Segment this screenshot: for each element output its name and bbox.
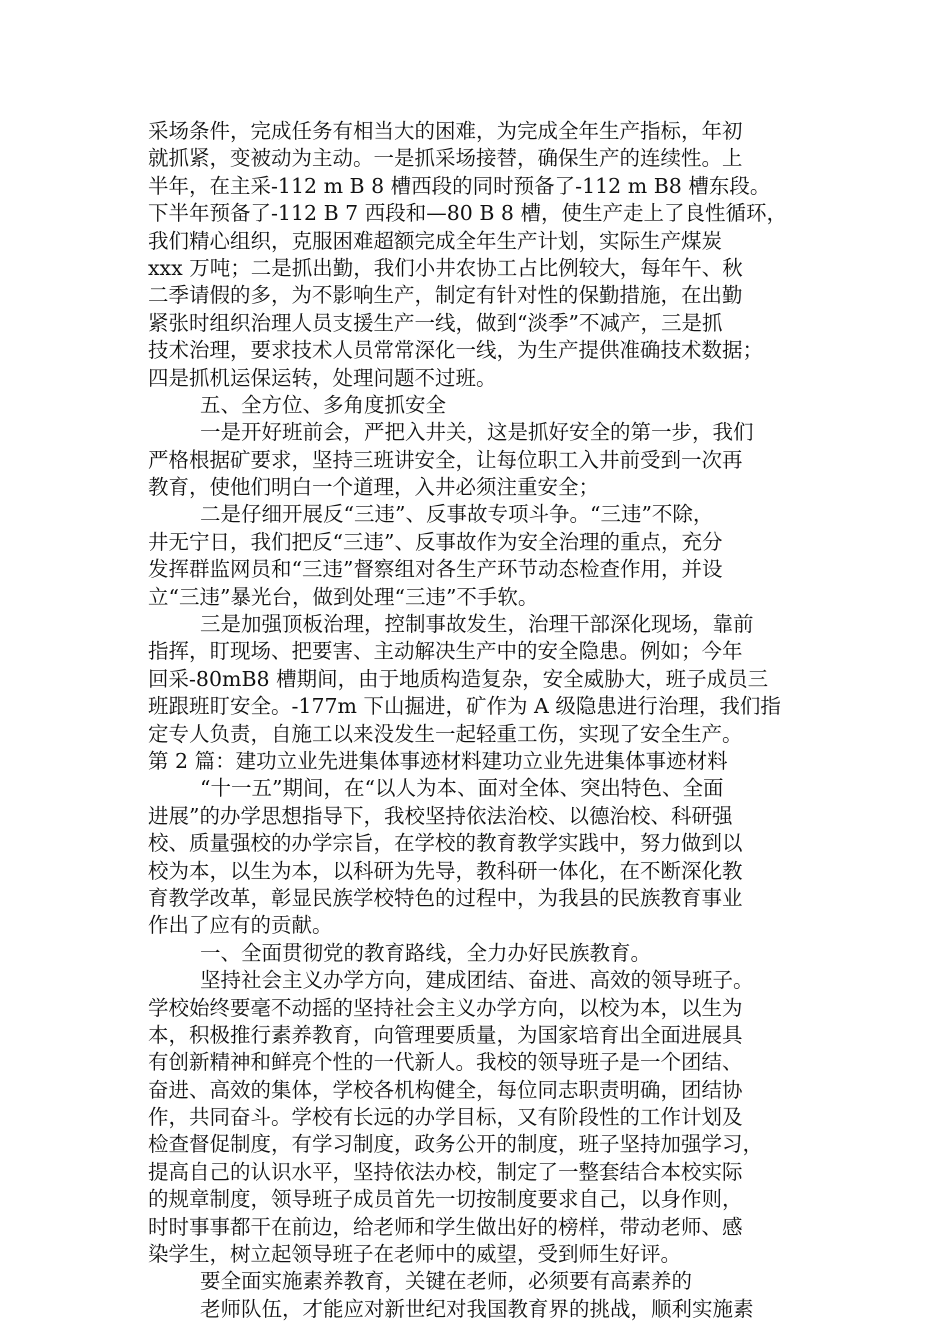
text-line: 要全面实施素养教育，关键在老师，必须要有高素养的	[200, 1269, 692, 1294]
text-line: 坚持社会主义办学方向，建成团结、奋进、高效的领导班子。	[200, 968, 754, 993]
text-line: 检查督促制度，有学习制度，政务公开的制度，班子坚持加强学习，	[148, 1132, 763, 1157]
text-line: 采场条件，完成任务有相当大的困难，为完成全年生产指标，年初	[148, 119, 743, 143]
text-line: 班跟班盯安全。-177m 下山掘进，矿作为 A 级隐患进行治理，我们指	[148, 694, 781, 719]
text-line: 一是开好班前会，严把入井关，这是抓好安全的第一步，我们	[200, 420, 754, 445]
text-line: 发挥群监网员和“三违”督察组对各生产环节动态检查作用，并设	[148, 557, 723, 582]
text-line: 五、全方位、多角度抓安全	[200, 392, 446, 417]
text-line: 提高自己的认识水平，坚持依法办校，制定了一整套结合本校实际	[148, 1159, 743, 1184]
text-line: 紧张时组织治理人员支援生产一线，做到“淡季”不减产，三是抓	[148, 310, 723, 335]
text-line: 指挥，盯现场、把要害、主动解决生产中的安全隐患。例如；今年	[148, 639, 743, 664]
text-line: 校为本，以生为本，以科研为先导，教科研一体化，在不断深化教	[148, 858, 743, 883]
text-line: 四是抓机运保运转，处理问题不过班。	[148, 365, 497, 390]
text-line: 教育，使他们明白一个道理，入井必须注重安全；	[148, 475, 599, 500]
text-line: 回采-80mB8 槽期间，由于地质构造复杂，安全威胁大，班子成员三	[148, 666, 769, 691]
text-line: 有创新精神和鲜亮个性的一代新人。我校的领导班子是一个团结、	[148, 1050, 743, 1075]
text-line: 第 2 篇：建功立业先进集体事迹材料建功立业先进集体事迹材料	[148, 748, 728, 773]
text-line: 染学生，树立起领导班子在老师中的威望，受到师生好评。	[148, 1242, 681, 1267]
text-line: 半年，在主采-112 m B 8 槽西段的同时预备了-112 m B8 槽东段。	[148, 173, 771, 198]
text-line: 二季请假的多，为不影响生产，制定有针对性的保勤措施，在出勤	[148, 283, 743, 308]
text-line: 技术治理，要求技术人员常常深化一线，为生产提供准确技术数据；	[148, 338, 763, 363]
text-line: 三是加强顶板治理，控制事故发生，治理干部深化现场，靠前	[200, 612, 754, 637]
text-line: 立“三违”暴光台，做到处理“三违”不手软。	[148, 584, 539, 609]
text-line: 井无宁日，我们把反“三违”、反事故作为安全治理的重点，充分	[148, 529, 723, 554]
text-line: 严格根据矿要求，坚持三班讲安全，让每位职工入井前受到一次再	[148, 447, 743, 472]
text-line: “十一五”期间，在“以人为本、面对全体、突出特色、全面	[200, 776, 724, 801]
text-line: 一、全面贯彻党的教育路线，全力办好民族教育。	[200, 940, 651, 965]
text-line: 学校始终要毫不动摇的坚持社会主义办学方向，以校为本，以生为	[148, 995, 743, 1020]
text-line: 作出了应有的贡献。	[148, 913, 333, 938]
text-line: 定专人负责，自施工以来没发生一起轻重工伤，实现了安全生产。	[148, 721, 743, 746]
text-line: 育教学改革，彰显民族学校特色的过程中，为我县的民族教育事业	[148, 885, 743, 910]
document-body	[148, 118, 808, 1323]
text-line: 就抓紧，变被动为主动。一是抓采场接替，确保生产的连续性。上	[148, 146, 743, 171]
text-line: 我们精心组织，克服困难超额完成全年生产计划，实际生产煤炭	[148, 228, 722, 253]
text-line: 老师队伍，才能应对新世纪对我国教育界的挑战，顺利实施素	[200, 1296, 754, 1321]
text-line: 时时事事都干在前边，给老师和学生做出好的榜样，带动老师、感	[148, 1214, 743, 1239]
text-line: 奋进、高效的集体，学校各机构健全，每位同志职责明确，团结协	[148, 1077, 743, 1102]
text-line: 二是仔细开展反“三违”、反事故专项斗争。“三违”不除，	[200, 502, 714, 527]
text-line: 进展”的办学思想指导下，我校坚持依法治校、以德治校、科研强	[148, 803, 733, 828]
text-line: 的规章制度，领导班子成员首先一切按制度要求自己，以身作则，	[148, 1187, 743, 1212]
text-line: xxx 万吨；二是抓出勤，我们小井农协工占比例较大，每年午、秋	[148, 255, 743, 280]
text-line: 下半年预备了-112 B 7 西段和—80 B 8 槽，使生产走上了良性循环，	[148, 201, 787, 226]
text-line: 校、质量强校的办学宗旨，在学校的教育教学实践中，努力做到以	[148, 831, 743, 856]
text-line: 本，积极推行素养教育，向管理要质量，为国家培育出全面进展具	[148, 1022, 743, 1047]
text-line: 作，共同奋斗。学校有长远的办学目标，又有阶段性的工作计划及	[148, 1105, 743, 1130]
